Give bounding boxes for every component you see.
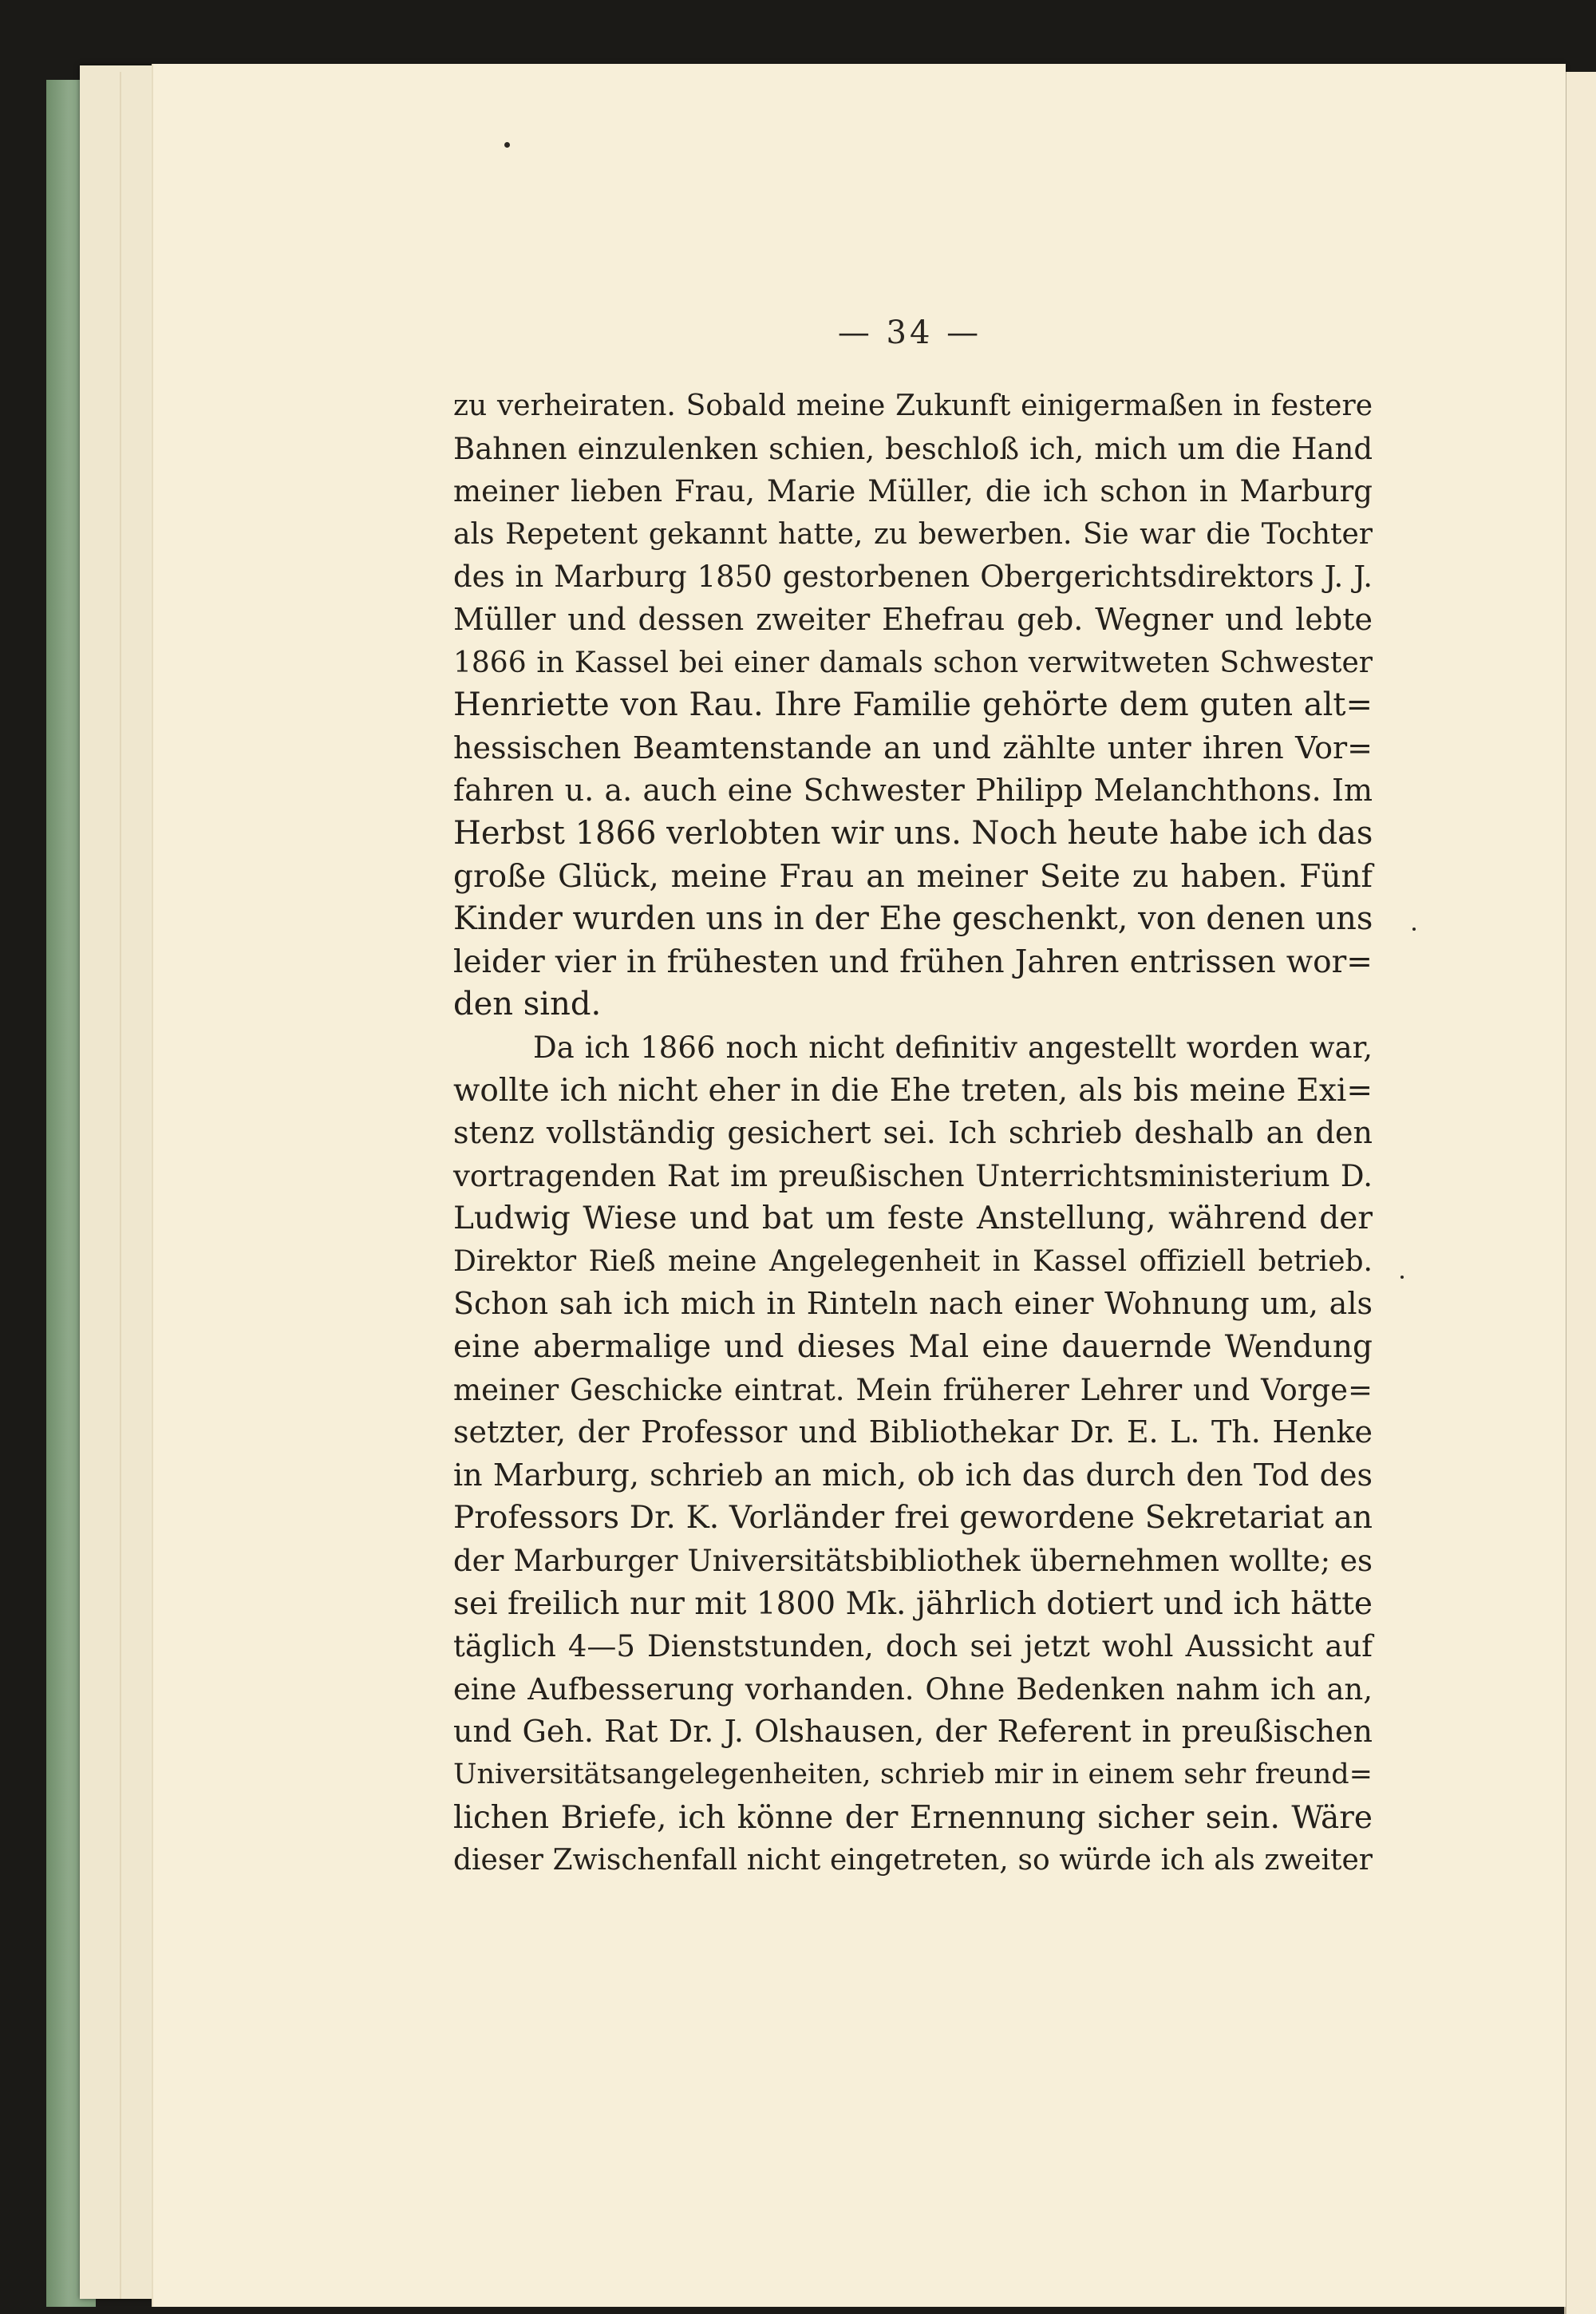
text-line: Henriette von Rau. Ihre Familie gehörte dem guten alt= xyxy=(453,686,1373,724)
text-line: fahren u. a. auch eine Schwester Philipp Melanchthons. Im xyxy=(453,773,1373,809)
text-line: dieser Zwischenfall nicht eingetreten, so würde ich als zweiter xyxy=(453,1844,1373,1877)
text-line: setzter, der Professor und Bibliothekar Dr. E. L. Th. Henke xyxy=(453,1414,1373,1450)
text-line: zu verheiraten. Sobald meine Zukunft einigermaßen in festere xyxy=(453,390,1373,422)
text-line: meiner lieben Frau, Marie Müller, die ich schon in Marburg xyxy=(453,474,1373,509)
page-body xyxy=(453,385,1373,1882)
page-edges xyxy=(120,72,155,2299)
speck xyxy=(504,142,510,148)
text-line: Universitätsangelegenheiten, schrieb mir in einem sehr freund= xyxy=(453,1758,1373,1790)
speck xyxy=(1400,1276,1404,1279)
text-line: und Geh. Rat Dr. J. Olshausen, der Referent in preußischen xyxy=(453,1714,1373,1750)
text-line: Schon sah ich mich in Rinteln nach einer Wohnung um, als xyxy=(453,1286,1373,1322)
facing-page-edge xyxy=(1564,72,1596,2314)
text-line: hessischen Beamtenstande an und zählte unter ihren Vor= xyxy=(453,730,1373,765)
text-line: Herbst 1866 verlobten wir uns. Noch heute habe ich das xyxy=(453,814,1373,852)
text-line: leider vier in frühesten und frühen Jahren entrissen wor= xyxy=(453,943,1373,980)
text-line: als Repetent gekannt hatte, zu bewerben. Sie war die Tochter xyxy=(453,517,1373,551)
text-line: der Marburger Universitätsbibliothek übernehmen wollte; es xyxy=(453,1544,1373,1579)
text-line: stenz vollständig gesichert sei. Ich schrieb deshalb an den xyxy=(453,1115,1373,1151)
text-line: eine abermalige und dieses Mal eine dauernde Wendung xyxy=(453,1329,1373,1366)
text-line: Da ich 1866 noch nicht definitiv angestellt worden war, xyxy=(533,1030,1373,1065)
speck xyxy=(1412,928,1416,931)
text-line: Kinder wurden uns in der Ehe geschenkt, von denen uns xyxy=(453,900,1373,938)
text-line: eine Aufbesserung vorhanden. Ohne Bedenken nahm ich an, xyxy=(453,1671,1373,1707)
text-line: in Marburg, schrieb an mich, ob ich das durch den Tod des xyxy=(453,1457,1373,1493)
text-line: Professors Dr. K. Vorländer frei gewordene Sekretariat an xyxy=(453,1500,1373,1537)
text-line: meiner Geschicke eintrat. Mein früherer Lehrer und Vorge= xyxy=(453,1372,1373,1407)
page-number: — 34 — xyxy=(837,314,982,351)
text-line: Ludwig Wiese und bat um feste Anstellung, während der xyxy=(453,1201,1373,1237)
text-line: des in Marburg 1850 gestorbenen Obergerichtsdirektors J. J. xyxy=(453,560,1373,595)
text-line: Bahnen einzulenken schien, beschloß ich, mich um die Hand xyxy=(453,431,1373,466)
text-line: lichen Briefe, ich könne der Ernennung sicher sein. Wäre xyxy=(453,1799,1373,1836)
text-line: vortragenden Rat im preußischen Unterrichtsministerium D. xyxy=(453,1158,1373,1193)
text-line: wollte ich nicht eher in die Ehe treten, als bis meine Exi= xyxy=(453,1072,1373,1109)
text-line: große Glück, meine Frau an meiner Seite zu haben. Fünf xyxy=(453,858,1373,895)
text-line: 1866 in Kassel bei einer damals schon verwitweten Schwester xyxy=(453,646,1373,679)
text-line: täglich 4—5 Dienststunden, doch sei jetzt wohl Aussicht auf xyxy=(453,1629,1373,1664)
text-line: den sind. xyxy=(453,986,602,1023)
text-line: sei freilich nur mit 1800 Mk. jährlich dotiert und ich hätte xyxy=(453,1585,1373,1622)
text-line: Direktor Rieß meine Angelegenheit in Kassel offiziell betrieb. xyxy=(453,1244,1373,1278)
text-line: Müller und dessen zweiter Ehefrau geb. Wegner und lebte xyxy=(453,601,1373,637)
